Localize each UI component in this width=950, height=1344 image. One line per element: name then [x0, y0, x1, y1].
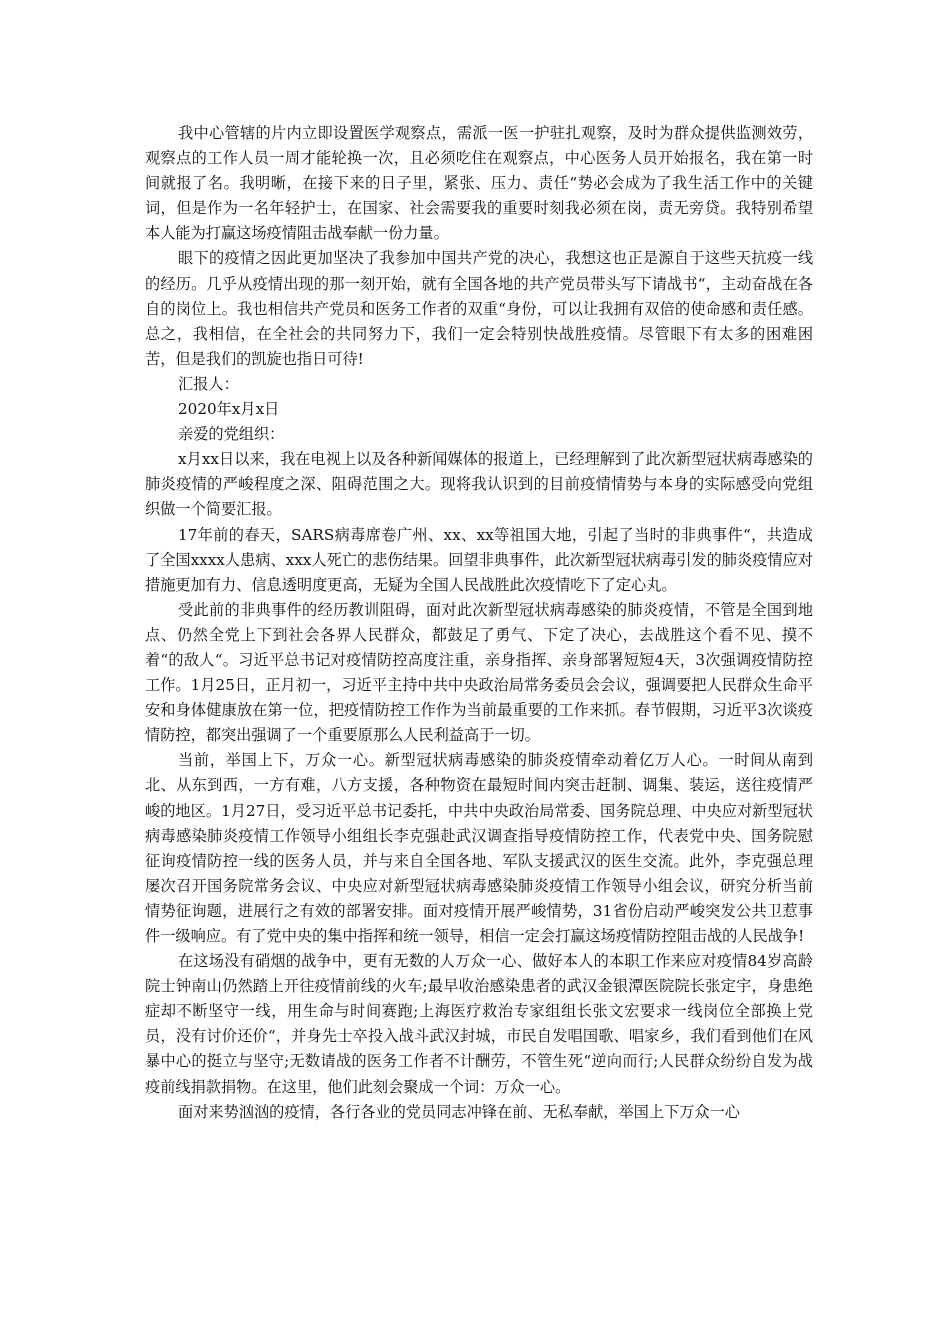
paragraph-leadership: 受此前的非典事件的经历教训阻碍，面对此次新型冠状病毒感染的肺炎疫情，不管是全国到地点、仍然全党上下到社会各界人民群众，都鼓足了勇气、下定了决心，去战胜这个看不见、摸不着“的敌人“。习近平总书记对疫情防控高度注重，亲身指挥、亲身部署短短4天，3次强调疫情防控工作。1月25日，正月初一，习近平主持中共中央政治局常务委员会会议，强调要把人民群众生命平安和身体健康放在第一位，把疫情防控工作作为当前最重要的工作来抓。春节假期，习近平3次谈疫情防控，都突出强调了一个重要原那么人民利益高于一切。: [145, 600, 813, 745]
salutation: 亲爱的党组织：: [178, 425, 285, 444]
paragraph-sars: 17年前的春天，SARS病毒席卷广州、xx、xx等祖国大地，引起了当时的非典事件“，共造成了全国xxxx人患病、xxx人死亡的悲伤结果。回望非典事件，此次新型冠状病毒引发的肺炎疫情应对措施更加有力、信息透明度更高，无疑为全国人民战胜此次疫情吃下了定心丸。: [145, 525, 813, 594]
paragraph-closing: 面对来势汹汹的疫情，各行各业的党员同志冲锋在前、无私奉献，举国上下万众一心: [178, 1102, 740, 1121]
report-date: 2020年x月x日: [178, 400, 280, 419]
reporter-label: 汇报人：: [178, 374, 239, 393]
paragraph-heroes: 在这场没有硝烟的战争中，更有无数的人万众一心、做好本人的本职工作来应对疫情84岁高龄院士钟南山仍然踏上开往疫情前线的火车;最早收治感染患者的武汉金银潭医院院长张定宇，身患绝症却不断坚守一线，用生命与时间赛跑;上海医疗救治专家组组长张文宏要求一线岗位全部换上党员，没有讨价还价“，并身先士卒投入战斗武汉封城，市民自发唱国歌、唱家乡，我们看到他们在风暴中心的挺立与坚守;无数请战的医务工作者不计酬劳，不管生死“逆向而行;人民群众纷纷自发为战疫前线捐款捐物。在这里，他们此刻会聚成一个词：万众一心。: [145, 952, 813, 1096]
paragraph-nation-united: 当前，举国上下，万众一心。新型冠状病毒感染的肺炎疫情牵动着亿万人心。一时间从南到北、从东到西，一方有难，八方支援，各种物资在最短时间内突击赶制、调集、装运，送往疫情严峻的地区。1月27日，受习近平总书记委托，中共中央政治局常委、国务院总理、中央应对新型冠状病毒感染肺炎疫情工作领导小组组长李克强赴武汉调查指导疫情防控工作，代表党中央、国务院慰征询疫情防控一线的医务人员，并与来自全国各地、军队支援武汉的医生交流。此外，李克强总理屡次召开国务院常务会议、中央应对新型冠状病毒感染肺炎疫情工作领导小组会议，研究分析当前情势征询题，进展行之有效的部署安排。面对疫情开展严峻情势，31省份启动严峻突发公共卫惹事件一级响应。有了党中央的集中指挥和统一领导，相信一定会打赢这场疫情防控阻击战的人民战争!: [145, 751, 813, 945]
paragraph-intro: x月xx日以来，我在电视上以及各种新闻媒体的报道上，已经理解到了此次新型冠状病毒感染的肺炎疫情的严峻程度之深、阻碍范围之大。现将我认识到的目前疫情情势与本身的实际感受向党组织做一个简要汇报。: [145, 450, 813, 519]
paragraph-observation-point: 我中心管辖的片内立即设置医学观察点，需派一医一护驻扎观察，及时为群众提供监测效劳，观察点的工作人员一周才能轮换一次，且必须吃住在观察点，中心医务人员开始报名，我在第一时间就报了名。我明晰，在接下来的日子里，紧张、压力、责任“势必会成为了我生活工作中的关键词，但是作为一名年轻护士，在国家、社会需要我的重要时刻我必须在岗，责无旁贷。我特别希望本人能为打赢这场疫情阻击战奉献一份力量。: [145, 124, 813, 243]
paragraph-party-resolve: 眼下的疫情之因此更加坚决了我参加中国共产党的决心，我想这也正是源自于这些天抗疫一线的经历。几乎从疫情出现的那一刻开始，就有全国各地的共产党员带头写下请战书“，主动奋战在各自的岗位上。我也相信共产党员和医务工作者的双重“身份，可以让我拥有双倍的使命感和责任感。总之，我相信，在全社会的共同努力下，我们一定会特别快战胜疫情。尽管眼下有太多的困难困苦，但是我们的凯旋也指日可待!: [145, 249, 813, 368]
document-page: [145, 121, 813, 1125]
